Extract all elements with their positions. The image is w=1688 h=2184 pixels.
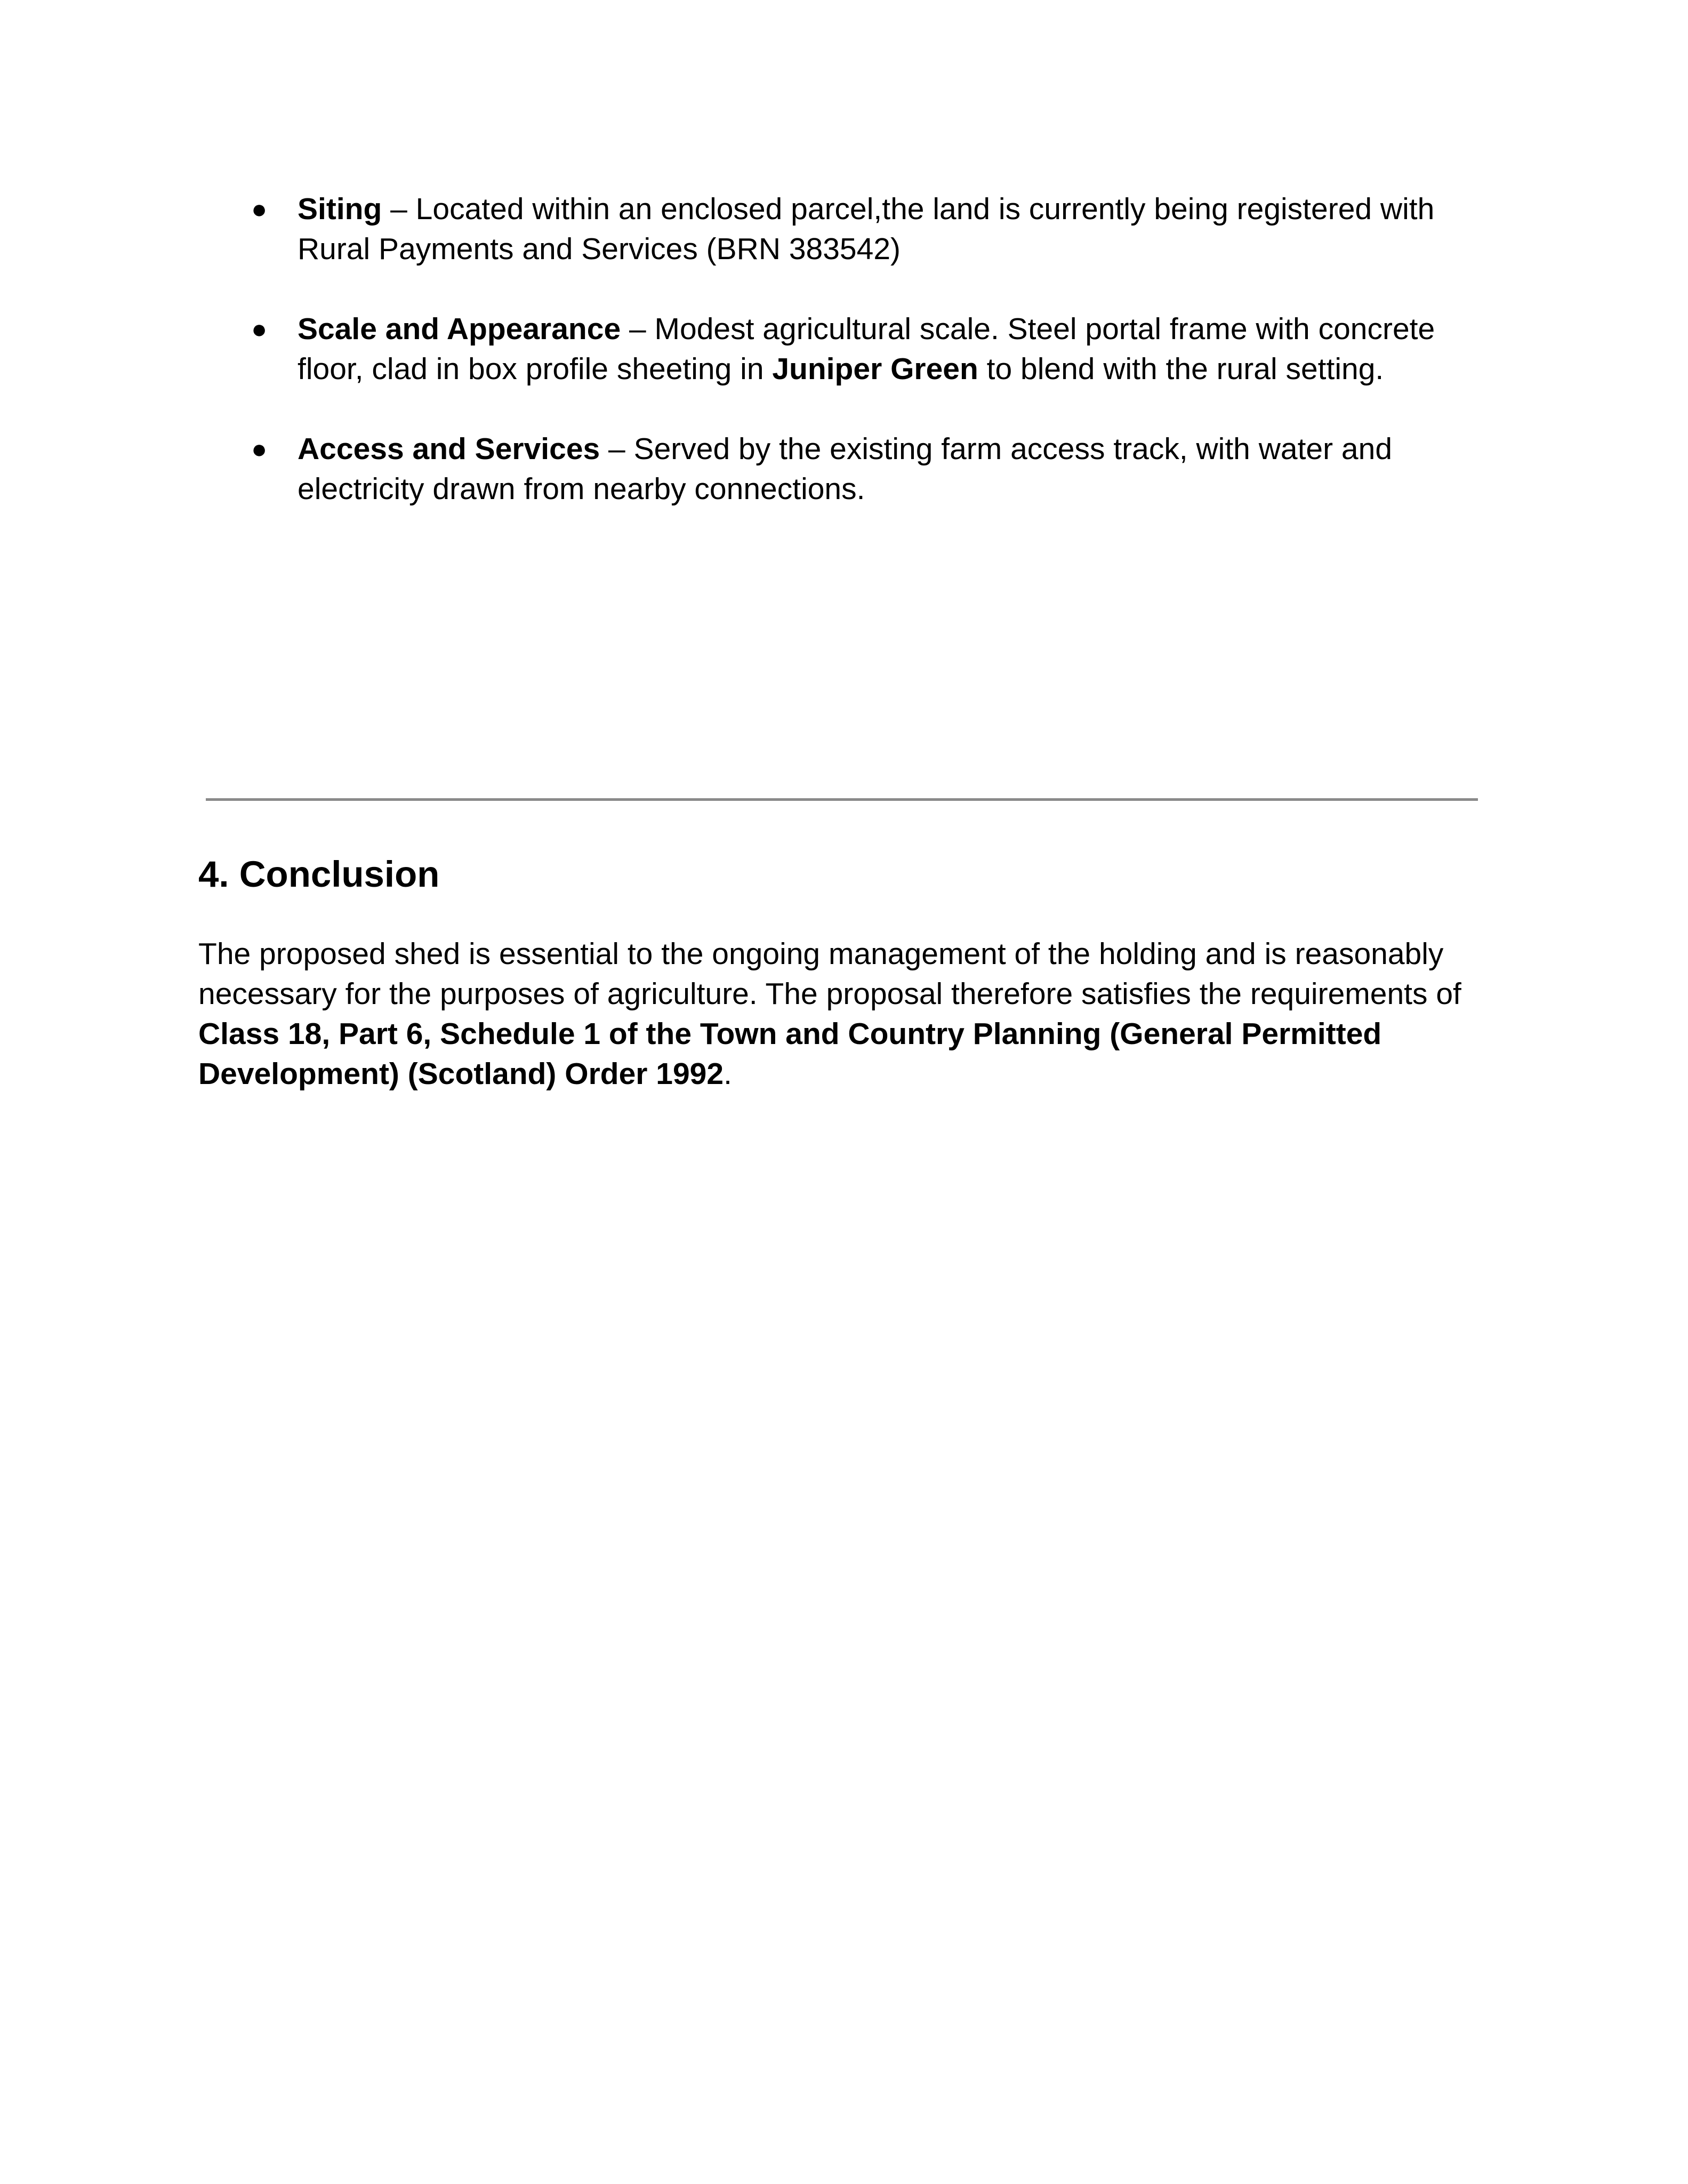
conclusion-paragraph bbox=[198, 934, 1478, 1094]
conclusion-text: The proposed shed is essential to the ongoing management of the holding and is reasonably necessary for the purposes of agriculture. The proposal therefore satisfies the requirements of bbox=[198, 937, 1461, 1011]
horizontal-rule bbox=[206, 798, 1478, 801]
bullet-term: Siting bbox=[298, 192, 382, 226]
section-heading: 4. Conclusion bbox=[198, 854, 440, 895]
bullet-text-end: to blend with the rural setting. bbox=[978, 352, 1384, 386]
bullet-item-access-services bbox=[243, 429, 1469, 509]
bullet-item-siting bbox=[243, 189, 1469, 269]
bullet-term: Scale and Appearance bbox=[298, 312, 621, 346]
bullet-text: – Modest agricultural scale. Steel portal frame with concrete floor, clad in box profile sheeting in bbox=[298, 312, 1435, 386]
bullet-icon: ● bbox=[251, 314, 268, 344]
bullet-highlight: Juniper Green bbox=[772, 352, 978, 386]
bullet-icon: ● bbox=[251, 194, 268, 224]
bullet-text: – Located within an enclosed parcel,the land is currently being registered with Rural Payments and Services (BRN 383542) bbox=[298, 192, 1435, 266]
bullet-term: Access and Services bbox=[298, 432, 600, 466]
bullet-item-scale-appearance bbox=[243, 309, 1469, 389]
criteria-bullet-list bbox=[243, 189, 1469, 549]
bullet-icon: ● bbox=[251, 434, 268, 464]
conclusion-legislation: Class 18, Part 6, Schedule 1 of the Town and Country Planning (General Permitted Development) (Scotland) Order 1992 bbox=[198, 1017, 1382, 1091]
bullet-text: – Served by the existing farm access track, with water and electricity drawn from nearby connections. bbox=[298, 432, 1393, 506]
conclusion-end: . bbox=[724, 1057, 732, 1091]
